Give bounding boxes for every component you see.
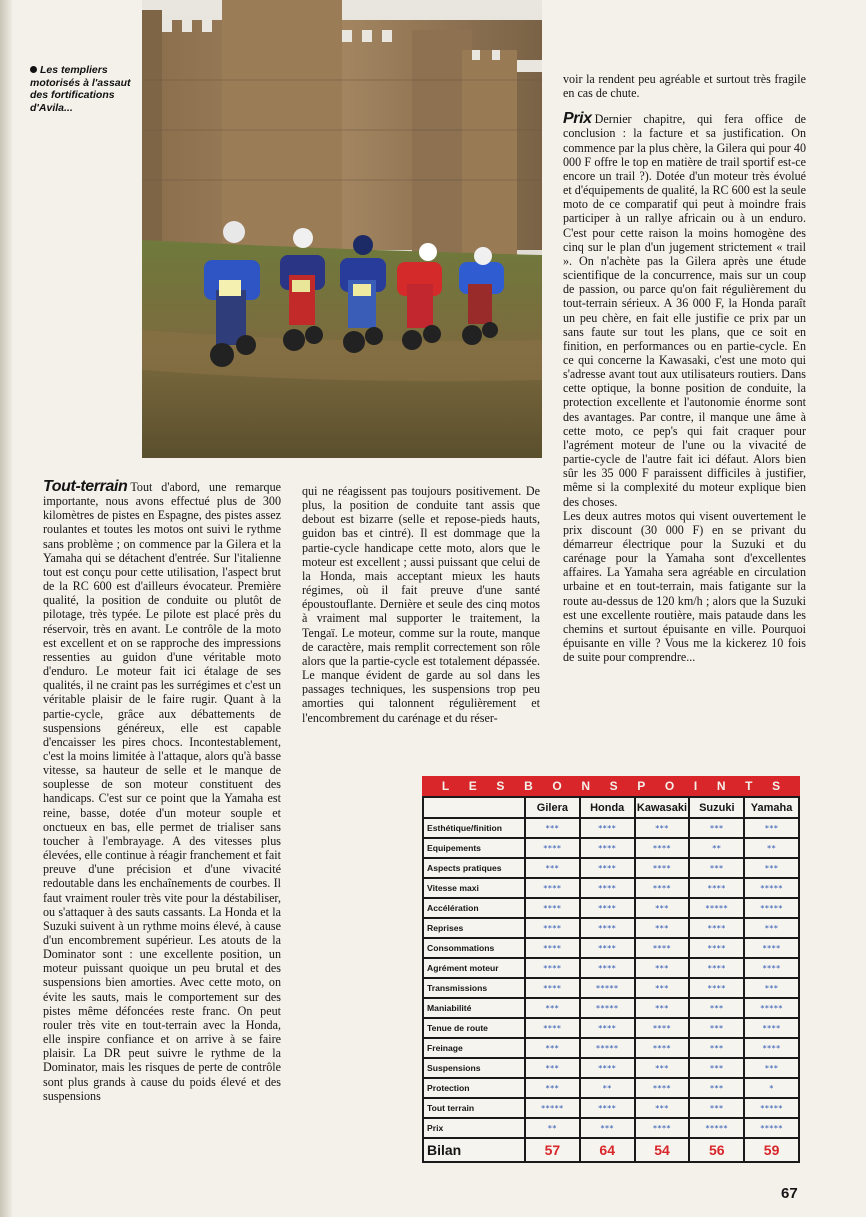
rating-stars: **** [525, 958, 580, 978]
rating-stars: * [744, 1078, 799, 1098]
rating-stars: *** [525, 1038, 580, 1058]
banner-letter: O [664, 779, 675, 793]
rating-stars: *** [689, 1058, 744, 1078]
heading-prix: Prix [563, 110, 592, 128]
rating-stars: **** [525, 918, 580, 938]
rating-stars: ** [580, 1078, 635, 1098]
prix-text-2: Les deux autres motos qui visent ouvertement le prix discount (30 000 F) en se privant du démarreur électrique pour la Suzuki et du carénage pour la Yamaha sont d'excellentes affaires. La Yamaha sera agréable en circulation urbaine et en tout-terrain, mais fatigante sur la route au-dessus de 120 km/h ; alors que la Suzuki est une excellente routière, mais pataude dans les chemins et surtout épuisante en ville. Pourquoi épuisante en ville ? Vous me la kickerez 10 fois de suite pour comprendre... [563, 508, 806, 665]
table-row [423, 998, 799, 1018]
rating-stars: *** [635, 918, 690, 938]
rating-stars: **** [689, 918, 744, 938]
column-3 [563, 72, 806, 664]
banner-letter: S [772, 779, 781, 793]
criterion-label: Maniabilité [423, 998, 525, 1018]
table-row [423, 858, 799, 878]
rating-stars: ***** [580, 1038, 635, 1058]
table-banner [422, 776, 800, 796]
rating-stars: ***** [580, 998, 635, 1018]
rating-stars: **** [580, 1058, 635, 1078]
bilan-row [423, 1138, 799, 1162]
column-header-gilera: Gilera [525, 797, 580, 818]
rating-stars: *** [635, 818, 690, 838]
rating-stars: **** [635, 858, 690, 878]
rating-stars: **** [635, 878, 690, 898]
criterion-label: Consommations [423, 938, 525, 958]
banner-letter: P [637, 779, 646, 793]
rating-stars: **** [580, 938, 635, 958]
criterion-label: Vitesse maxi [423, 878, 525, 898]
rating-stars: *** [525, 858, 580, 878]
criterion-label: Protection [423, 1078, 525, 1098]
rating-stars: **** [744, 958, 799, 978]
table-row [423, 838, 799, 858]
page-edge [0, 0, 12, 1217]
rating-stars: **** [744, 938, 799, 958]
banner-letter: I [693, 779, 698, 793]
criterion-label: Aspects pratiques [423, 858, 525, 878]
criterion-label: Tenue de route [423, 1018, 525, 1038]
rating-stars: ***** [744, 1098, 799, 1118]
rating-stars: **** [635, 1078, 690, 1098]
rating-stars: ** [689, 838, 744, 858]
rating-stars: **** [580, 898, 635, 918]
rating-stars: *** [525, 818, 580, 838]
criterion-label: Transmissions [423, 978, 525, 998]
table-row [423, 978, 799, 998]
table-row [423, 1018, 799, 1038]
table-body [423, 818, 799, 1162]
table-row [423, 1038, 799, 1058]
rating-stars: **** [580, 838, 635, 858]
column-header-yamaha: Yamaha [744, 797, 799, 818]
banner-letter: T [745, 779, 753, 793]
prix-text: Dernier chapitre, qui fera office de conclusion : la facture et sa justification. On commence par la plus chère, la Gilera qui pour 40 000 F offre le top en matière de trail sportif est-ce encore un trail ?). Dotée d'un moteur très évolué et d'équipements de qualité, la RC 600 est la seule moto de ce comparatif qui peut à moindre frais participer à un rallye africain ou à un enduro. C'est pour cette raison la moins homogène des cinq sur le plan d'un jugement strictement « trail ». On n'achète pas la Gilera après une étude scientifique de la concurrence, mais sur un coup de passion, ou parce qu'on fait régulièrement du tout-terrain sérieux. A 36 000 F, la Honda paraît un peu chère, en fait elle justifie ce prix par un sans faute sur tout les plans, que ce soit en finition, en performances ou en partie-cycle. En ce qui concerne la Kawasaki, c'est une moto qui s'adresse avant tout aux utilisateurs routiers. Dans cette optique, la bonne position de conduite, la protection excellente et l'autonomie énorme sont des avantages. Par contre, il manque une âme à cette moto, ce pep's qui fait craquer pour l'agrément moteur de l'une ou la vivacité de partie-cycle de l'autre fait ici défaut. Alors bien sûr les 35 000 F paraissent difficiles à justifier, même si la complexité du moteur explique bien des choses. [563, 112, 806, 509]
bilan-score: 64 [580, 1138, 635, 1162]
banner-letter: O [552, 779, 562, 793]
criterion-label: Prix [423, 1118, 525, 1138]
rating-stars: *** [689, 1078, 744, 1098]
banner-letter: B [524, 779, 533, 793]
rating-stars: *** [689, 1038, 744, 1058]
rating-stars: *** [744, 818, 799, 838]
rating-stars: **** [689, 958, 744, 978]
table-row [423, 818, 799, 838]
rating-stars: ** [744, 838, 799, 858]
criterion-label: Tout terrain [423, 1098, 525, 1118]
rating-stars: **** [635, 1018, 690, 1038]
banner-letter: E [468, 779, 477, 793]
column-2-text: qui ne réagissent pas toujours positivement. De plus, la position de conduite tant assis que debout est bizarre (selle et repose-pieds hauts, guidon bas et cintré). Il est dommage que la partie-cycle handicape cette moto, alors que le moteur est excellent ; aussi puissant que celui de la Honda, mais acceptant mieux les hauts régimes, où il fait preuve d'une santé époustouflante. Dernière et seule des cinq motos à vraiment mal supporter le traitement, la Tengaï. Le moteur, comme sur la route, manque de caractère, mais remplit correctement son rôle alors que la partie-cycle est totalement dépassée. Le manque évident de garde au sol dans les passages techniques, les suspensions trop peu amorties qui talonnent régulièrement et l'encombrement du carénage et du réser- [302, 484, 540, 725]
bons-points-table [422, 776, 800, 1163]
table-row [423, 898, 799, 918]
rating-stars: **** [525, 898, 580, 918]
rating-stars: **** [525, 1018, 580, 1038]
banner-letter: S [496, 779, 505, 793]
rating-stars: ***** [689, 1118, 744, 1138]
rating-stars: *** [635, 998, 690, 1018]
rating-stars: *** [525, 998, 580, 1018]
page-number: 67 [781, 1185, 798, 1202]
banner-letter: S [609, 779, 618, 793]
rating-stars: **** [744, 1018, 799, 1038]
column-header-kawasaki: Kawasaki [635, 797, 690, 818]
rating-stars: **** [525, 938, 580, 958]
rating-stars: **** [580, 1018, 635, 1038]
rating-stars: *** [689, 858, 744, 878]
criterion-label: Reprises [423, 918, 525, 938]
rating-stars: *** [689, 1018, 744, 1038]
photo-riders-avila [142, 0, 542, 458]
bilan-score: 57 [525, 1138, 580, 1162]
rating-stars: *** [744, 978, 799, 998]
column-2 [302, 484, 540, 725]
rating-stars: ***** [689, 898, 744, 918]
rating-stars: **** [525, 978, 580, 998]
rating-stars: *** [689, 998, 744, 1018]
bilan-score: 54 [635, 1138, 690, 1162]
rating-stars: **** [580, 958, 635, 978]
table-row [423, 1058, 799, 1078]
corner-cell [423, 797, 525, 818]
criterion-label: Suspensions [423, 1058, 525, 1078]
rating-stars: *** [525, 1078, 580, 1098]
rating-stars: *** [689, 1098, 744, 1118]
rating-stars: ***** [744, 898, 799, 918]
rating-stars: **** [580, 1098, 635, 1118]
banner-letter: N [716, 779, 726, 793]
rating-stars: ***** [744, 1118, 799, 1138]
banner-letter: L [441, 779, 450, 793]
rating-stars: **** [744, 1038, 799, 1058]
rating-stars: ** [525, 1118, 580, 1138]
bilan-label: Bilan [423, 1138, 525, 1162]
table-row [423, 918, 799, 938]
table-row [423, 938, 799, 958]
rating-stars: **** [635, 1038, 690, 1058]
rating-stars: *** [635, 958, 690, 978]
rating-stars: *** [635, 1098, 690, 1118]
rating-stars: **** [635, 838, 690, 858]
rating-stars: *** [525, 1058, 580, 1078]
rating-stars: **** [635, 938, 690, 958]
rating-stars: **** [525, 838, 580, 858]
column-header-honda: Honda [580, 797, 635, 818]
rating-stars: **** [580, 858, 635, 878]
rating-stars: ***** [580, 978, 635, 998]
heading-tout-terrain: Tout-terrain [43, 478, 128, 495]
column-header-suzuki: Suzuki [689, 797, 744, 818]
column-1 [43, 480, 281, 1103]
rating-stars: *** [744, 858, 799, 878]
table-row [423, 1098, 799, 1118]
rating-stars: **** [689, 938, 744, 958]
rating-stars: *** [744, 1058, 799, 1078]
rating-stars: **** [580, 818, 635, 838]
criterion-label: Freinage [423, 1038, 525, 1058]
criterion-label: Agrément moteur [423, 958, 525, 978]
table-row [423, 1078, 799, 1098]
rating-stars: *** [689, 818, 744, 838]
bilan-score: 59 [744, 1138, 799, 1162]
criterion-label: Equipements [423, 838, 525, 858]
table-header-row [423, 797, 799, 818]
rating-stars: **** [580, 878, 635, 898]
bullet-icon [30, 66, 37, 73]
rating-stars: *** [580, 1118, 635, 1138]
column-3-continuation: voir la rendent peu agréable et surtout très fragile en cas de chute. [563, 72, 806, 101]
rating-stars: **** [689, 978, 744, 998]
rating-stars: **** [635, 1118, 690, 1138]
bilan-score: 56 [689, 1138, 744, 1162]
rating-stars: *** [635, 898, 690, 918]
rating-stars: **** [525, 878, 580, 898]
caption-text: Les templiers motorisés à l'assaut des fortifications d'Avila... [30, 64, 131, 114]
rating-stars: ***** [744, 998, 799, 1018]
tout-terrain-text: Tout d'abord, une remarque importante, nous avons effectué plus de 300 kilomètres de pistes en Espagne, des pistes assez roulantes et toutes les motos ont suivi le rythme sans problème ; on commence par la Gilera et la Yamaha qui se détachent d'entrée. Sur l'italienne tout est conçu pour cette utilisation, l'aspect brut de la RC 600 est d'ailleurs évocateur. Première qualité, la position de conduite ou plutôt de pilotage, très typée. Le pilote est placé près du réservoir, très en avant. Le contrôle de la moto est excellent et on se rapproche des impressions ressenties au guidon d'une véritable moto d'enduro. Le moteur fait ici étalage de ses qualités, il ne craint pas les surrégimes et c'est un véritable plaisir de le faire rugir. Quant à la partie-cycle, grâce aux débattements de suspensions généreux, elle est capable d'encaisser les pires chocs. Incontestablement, c'est la moins limitée à l'attaque, alors qu'à basse vitesse, sa hauteur de selle et le manque de souplesse de son moteur constituent des handicaps. C'est sur ce point que la Yamaha est reine, basse, dotée d'un moteur souple et onctueux en bas, elle permet de trialiser sans toucher à l'embrayage. A des vitesses plus élevées, elle continue à réagir franchement et fait preuve d'une précision et d'une vivacité redoutable dans les enchaînements de courbes. Il faut vraiment rouler très vite pour la déstabiliser, ou s'attaquer à des sauts cassants. La Honda et la Suzuki suivent à un rythme moins élevé, à cause d'un encombrement supérieur. Les atouts de la Dominator sont : une excellente position, un moteur puissant quoique un peu brutal et des suspensions bien amorties. Avec cette moto, on évite les sauts, mais le comportement sur des pistes même défoncées reste franc. On peut rouler très vite en tout-terrain avec la Honda, elle inspire confiance et on arrive à se faire plaisir. La DR peut suivre le rythme de la Dominator, mais les risques de perte de contrôle sont plus grands à cause du poids élevé et des suspensions [43, 480, 281, 1103]
photo-caption [30, 64, 140, 114]
table-row [423, 878, 799, 898]
rating-stars: **** [580, 918, 635, 938]
rating-stars: *** [635, 1058, 690, 1078]
rating-stars: *** [635, 978, 690, 998]
criterion-label: Esthétique/finition [423, 818, 525, 838]
criterion-label: Accélération [423, 898, 525, 918]
table-row [423, 1118, 799, 1138]
table-row [423, 958, 799, 978]
rating-stars: **** [689, 878, 744, 898]
rating-stars: *** [744, 918, 799, 938]
rating-stars: ***** [525, 1098, 580, 1118]
rating-stars: ***** [744, 878, 799, 898]
banner-letter: N [581, 779, 590, 793]
